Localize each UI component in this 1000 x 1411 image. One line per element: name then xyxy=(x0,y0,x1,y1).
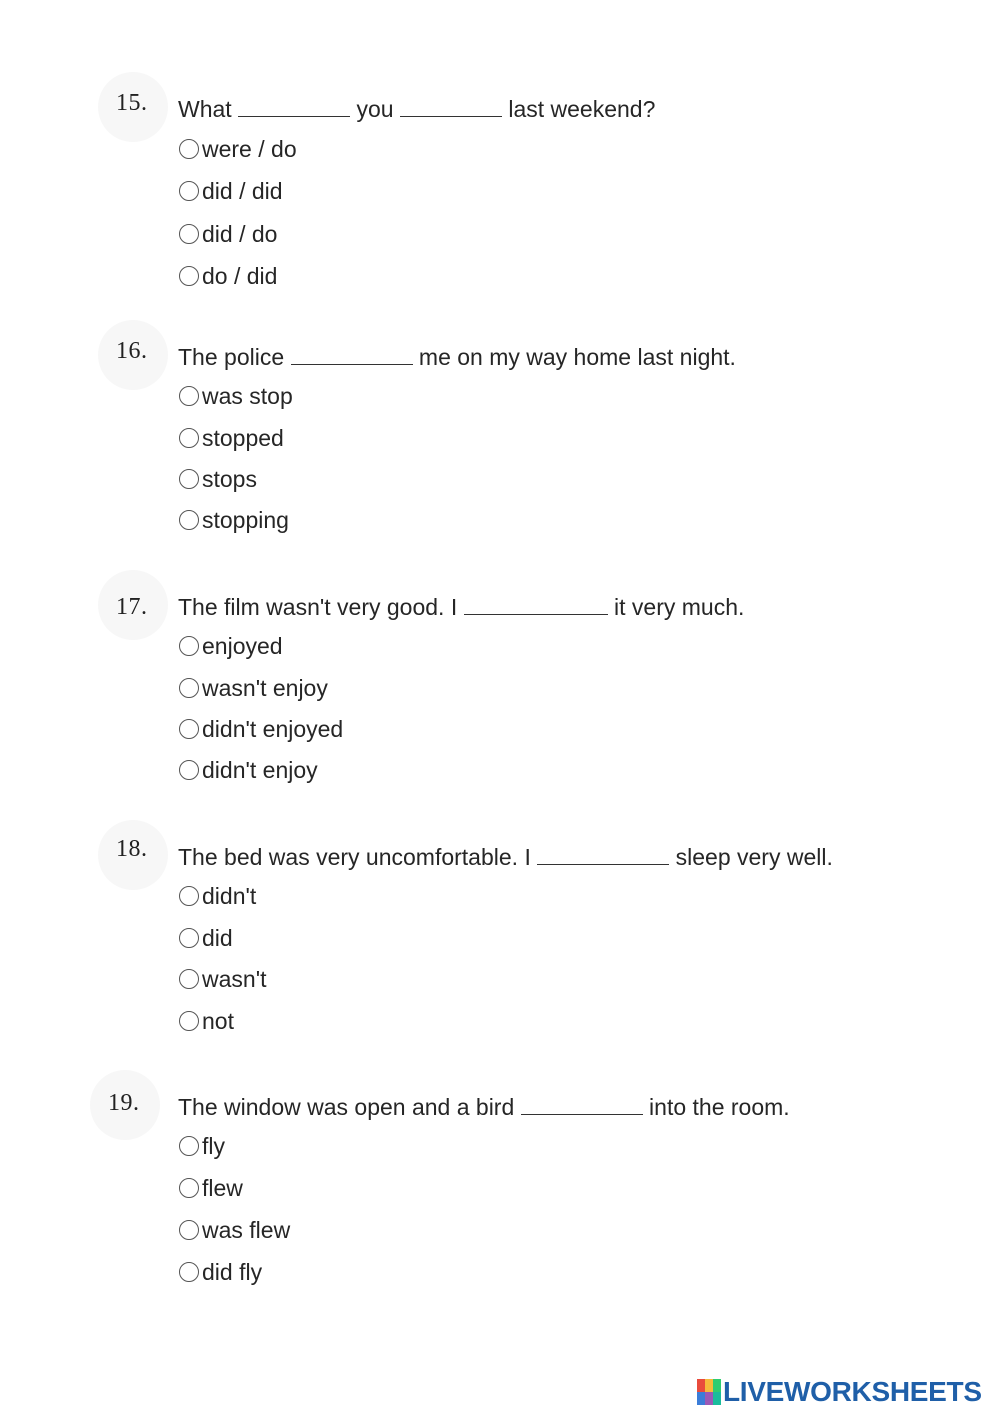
option-label: do / did xyxy=(202,262,278,289)
option-radio[interactable] xyxy=(179,754,318,786)
question-number: 19. xyxy=(108,1090,140,1116)
answer-blank xyxy=(537,846,669,865)
radio-circle-icon[interactable] xyxy=(179,886,199,906)
radio-circle-icon[interactable] xyxy=(179,969,199,989)
option-label: did fly xyxy=(202,1258,263,1285)
option-label: didn't enjoy xyxy=(202,756,318,783)
radio-circle-icon[interactable] xyxy=(179,139,199,159)
radio-circle-icon[interactable] xyxy=(179,636,199,656)
option-radio[interactable] xyxy=(179,1130,225,1162)
option-label: not xyxy=(202,1007,234,1034)
answer-blank xyxy=(464,596,608,615)
radio-circle-icon[interactable] xyxy=(179,1262,199,1282)
radio-circle-icon[interactable] xyxy=(179,928,199,948)
radio-circle-icon[interactable] xyxy=(179,266,199,286)
logo-tile xyxy=(713,1392,721,1405)
radio-circle-icon[interactable] xyxy=(179,1136,199,1156)
question-text xyxy=(178,1094,790,1121)
logo-tile xyxy=(705,1392,713,1405)
liveworksheets-brand xyxy=(697,1376,982,1408)
question-text-part: The film wasn't very good. I xyxy=(178,594,464,620)
option-radio[interactable] xyxy=(179,422,284,454)
question-text-part: me on my way home last night. xyxy=(412,344,736,370)
radio-circle-icon[interactable] xyxy=(179,1011,199,1031)
option-radio[interactable] xyxy=(179,380,293,412)
option-radio[interactable] xyxy=(179,713,343,745)
radio-circle-icon[interactable] xyxy=(179,1178,199,1198)
option-label: was stop xyxy=(202,382,293,409)
option-label: wasn't enjoy xyxy=(202,674,328,701)
option-radio[interactable] xyxy=(179,1005,234,1037)
answer-blank xyxy=(238,98,350,117)
question-number: 18. xyxy=(116,836,148,862)
option-radio[interactable] xyxy=(179,133,297,165)
question-text-part: sleep very well. xyxy=(669,844,833,870)
radio-circle-icon[interactable] xyxy=(179,510,199,530)
question-text xyxy=(178,844,833,871)
question-text-part: The police xyxy=(178,344,291,370)
radio-circle-icon[interactable] xyxy=(179,224,199,244)
option-label: flew xyxy=(202,1174,243,1201)
question-number: 15. xyxy=(116,90,148,116)
radio-circle-icon[interactable] xyxy=(179,1220,199,1240)
option-label: stopping xyxy=(202,506,289,533)
option-radio[interactable] xyxy=(179,260,277,292)
option-radio[interactable] xyxy=(179,922,233,954)
question-text xyxy=(178,96,655,123)
option-label: were / do xyxy=(202,135,297,162)
option-label: did / do xyxy=(202,220,278,247)
option-radio[interactable] xyxy=(179,218,277,250)
radio-circle-icon[interactable] xyxy=(179,386,199,406)
answer-blank xyxy=(291,346,413,365)
radio-circle-icon[interactable] xyxy=(179,760,199,780)
option-label: was flew xyxy=(202,1216,291,1243)
option-label: did / did xyxy=(202,177,283,204)
question-text-part: The window was open and a bird xyxy=(178,1094,521,1120)
option-label: did xyxy=(202,924,233,951)
question-number: 17. xyxy=(116,594,148,620)
option-radio[interactable] xyxy=(179,880,256,912)
brand-name: LIVEWORKSHEETS xyxy=(723,1376,982,1407)
option-radio[interactable] xyxy=(179,504,289,536)
option-radio[interactable] xyxy=(179,463,257,495)
question-text-part: it very much. xyxy=(607,594,745,620)
logo-tile xyxy=(713,1379,721,1392)
option-label: didn't xyxy=(202,882,257,909)
radio-circle-icon[interactable] xyxy=(179,678,199,698)
option-radio[interactable] xyxy=(179,1256,262,1288)
option-radio[interactable] xyxy=(179,672,328,704)
question-text-part: you xyxy=(350,96,400,122)
question-text-part: The bed was very uncomfortable. I xyxy=(178,844,538,870)
logo-tile xyxy=(697,1392,705,1405)
logo-tile xyxy=(697,1379,705,1392)
question-text-part: What xyxy=(178,96,239,122)
option-radio[interactable] xyxy=(179,963,266,995)
radio-circle-icon[interactable] xyxy=(179,469,199,489)
option-label: didn't enjoyed xyxy=(202,715,344,742)
option-radio[interactable] xyxy=(179,175,283,207)
question-number: 16. xyxy=(116,338,148,364)
question-text-part: last weekend? xyxy=(501,96,656,122)
radio-circle-icon[interactable] xyxy=(179,428,199,448)
option-radio[interactable] xyxy=(179,1172,243,1204)
radio-circle-icon[interactable] xyxy=(179,181,199,201)
option-radio[interactable] xyxy=(179,630,283,662)
question-text xyxy=(178,344,736,371)
answer-blank xyxy=(521,1096,643,1115)
option-label: enjoyed xyxy=(202,632,283,659)
answer-blank xyxy=(400,98,502,117)
radio-circle-icon[interactable] xyxy=(179,719,199,739)
liveworksheets-logo-icon xyxy=(697,1379,721,1405)
question-text-part: into the room. xyxy=(642,1094,790,1120)
option-label: stopped xyxy=(202,424,284,451)
option-label: fly xyxy=(202,1132,225,1159)
option-label: stops xyxy=(202,465,257,492)
question-text xyxy=(178,594,744,621)
option-label: wasn't xyxy=(202,965,267,992)
option-radio[interactable] xyxy=(179,1214,290,1246)
logo-tile xyxy=(705,1379,713,1392)
